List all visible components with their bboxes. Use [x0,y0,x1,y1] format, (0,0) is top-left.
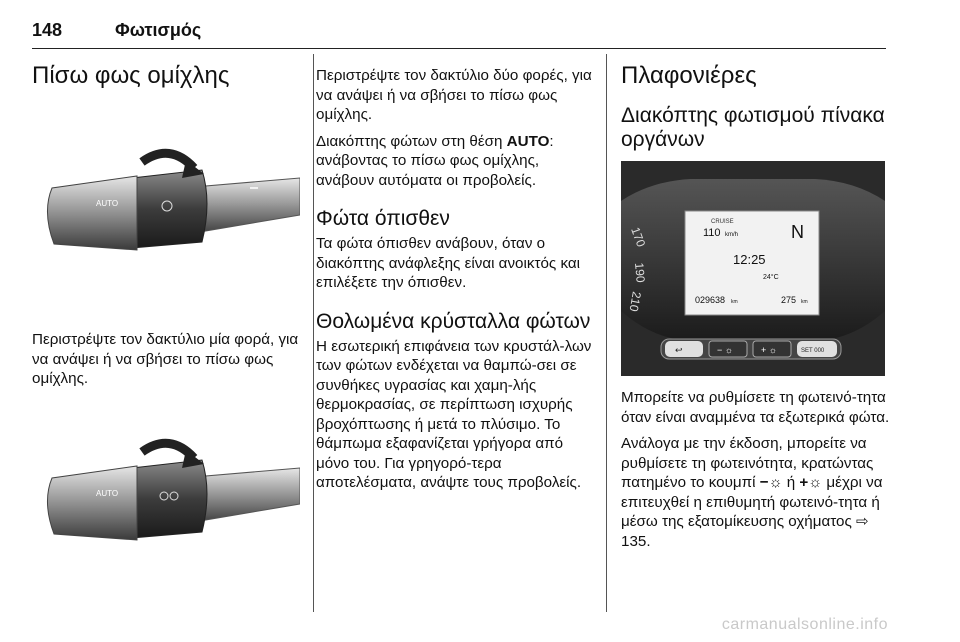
svg-text:km: km [801,299,808,305]
svg-text:210: 210 [626,290,644,313]
paragraph: Η εσωτερική επιφάνεια των κρυστάλ-λων των φώτων ενδέχεται να θαμπώ-σει σε συνθήκες υγρασίας και χαμη-λής θερμοκρασίας, σε περίπτωση ισχυρής βροχόπτωσης ή μετά το πλύσιμο. Το θάμπωμα εξαφανίζεται γρήγορα από μόνο του. Για γρηγορό-τερα αποτελέσματα, ανάψτε τους προβολείς. [316,337,592,491]
svg-text:+ ☼: + ☼ [761,345,778,355]
stalk-illustration-2 [32,432,300,572]
heading-rear-fog-light: Πίσω φως ομίχλης [32,62,230,89]
heading-instrument-illumination: Διακόπτης φωτισμού πίνακα οργάνων [621,104,885,151]
instrument-cluster-illustration [621,161,885,376]
stalk-illustration-1 [32,140,300,290]
page-header [32,20,201,41]
watermark: carmanualsonline.info [721,616,888,633]
svg-text:SET 000: SET 000 [801,348,825,354]
column-divider-1 [313,54,314,612]
svg-text:190: 190 [632,262,648,284]
page-number: 148 [32,20,63,40]
svg-text:↩: ↩ [675,345,683,355]
header-rule [32,48,886,49]
column-3 [621,62,889,152]
column-1-text [32,330,304,396]
svg-text:12:25: 12:25 [733,252,766,267]
heading-reverse-lights: Φώτα όπισθεν [316,207,450,230]
svg-text:km/h: km/h [725,232,739,238]
paragraph-auto: Διακόπτης φώτων στη θέση AUTO: ανάβοντας το πίσω φως ομίχλης, ανάβουν αυτόματα οι προβολείς. [316,132,554,189]
heading-interior-lights: Πλαφονιέρες [621,62,757,89]
paragraph: Μπορείτε να ρυθμίσετε τη φωτεινό-τητα όταν είναι αναμμένα τα εξωτερικά φώτα. [621,389,890,426]
paragraph: Περιστρέψτε τον δακτύλιο δύο φορές, για να ανάψει ή να σβήσει το πίσω φως ομίχλης. [316,67,592,123]
lever-auto-label: AUTO [96,489,119,498]
section-title: Φωτισμός [115,20,202,40]
cluster-display [685,211,819,315]
svg-text:029638: 029638 [695,295,726,305]
reference-arrow-icon: ⇨ [856,513,869,530]
column-3-text [621,388,891,558]
back-button [665,341,703,357]
svg-text:24°C: 24°C [763,274,779,281]
cluster-buttons [661,339,841,359]
lever-auto-label: AUTO [96,199,119,208]
heading-misted-lenses: Θολωμένα κρύσταλλα φώτων [316,309,591,333]
paragraph: Περιστρέψτε τον δακτύλιο μία φορά, για να ανάψει ή να σβήσει το πίσω φως ομίχλης. [32,331,299,387]
svg-text:275: 275 [781,295,797,305]
svg-text:CRUISE: CRUISE [711,219,734,225]
svg-text:− ☼: − ☼ [717,345,734,355]
column-2 [316,66,598,500]
svg-text:170: 170 [628,225,649,249]
paragraph: Τα φώτα όπισθεν ανάβουν, όταν ο διακόπτης ανάφλεξης είναι ανοικτός και επιλέξετε την όπισθεν. [316,235,581,291]
svg-text:N: N [791,222,804,242]
column-divider-2 [606,54,607,612]
svg-text:110: 110 [703,227,721,239]
column-1 [32,62,304,90]
paragraph-brightness: Ανάλογα με την έκδοση, μπορείτε να ρυθμίσετε τη φωτεινότητα, κρατώντας πατημένο το κουμπί −☼ ή +☼ μέχρι να επιτευχθεί η επιθυμητή φωτεινό-τητα ή μέσω της εξατομίκευσης οχήματος ⇨ 135. [621,435,883,550]
svg-text:km: km [731,299,738,305]
